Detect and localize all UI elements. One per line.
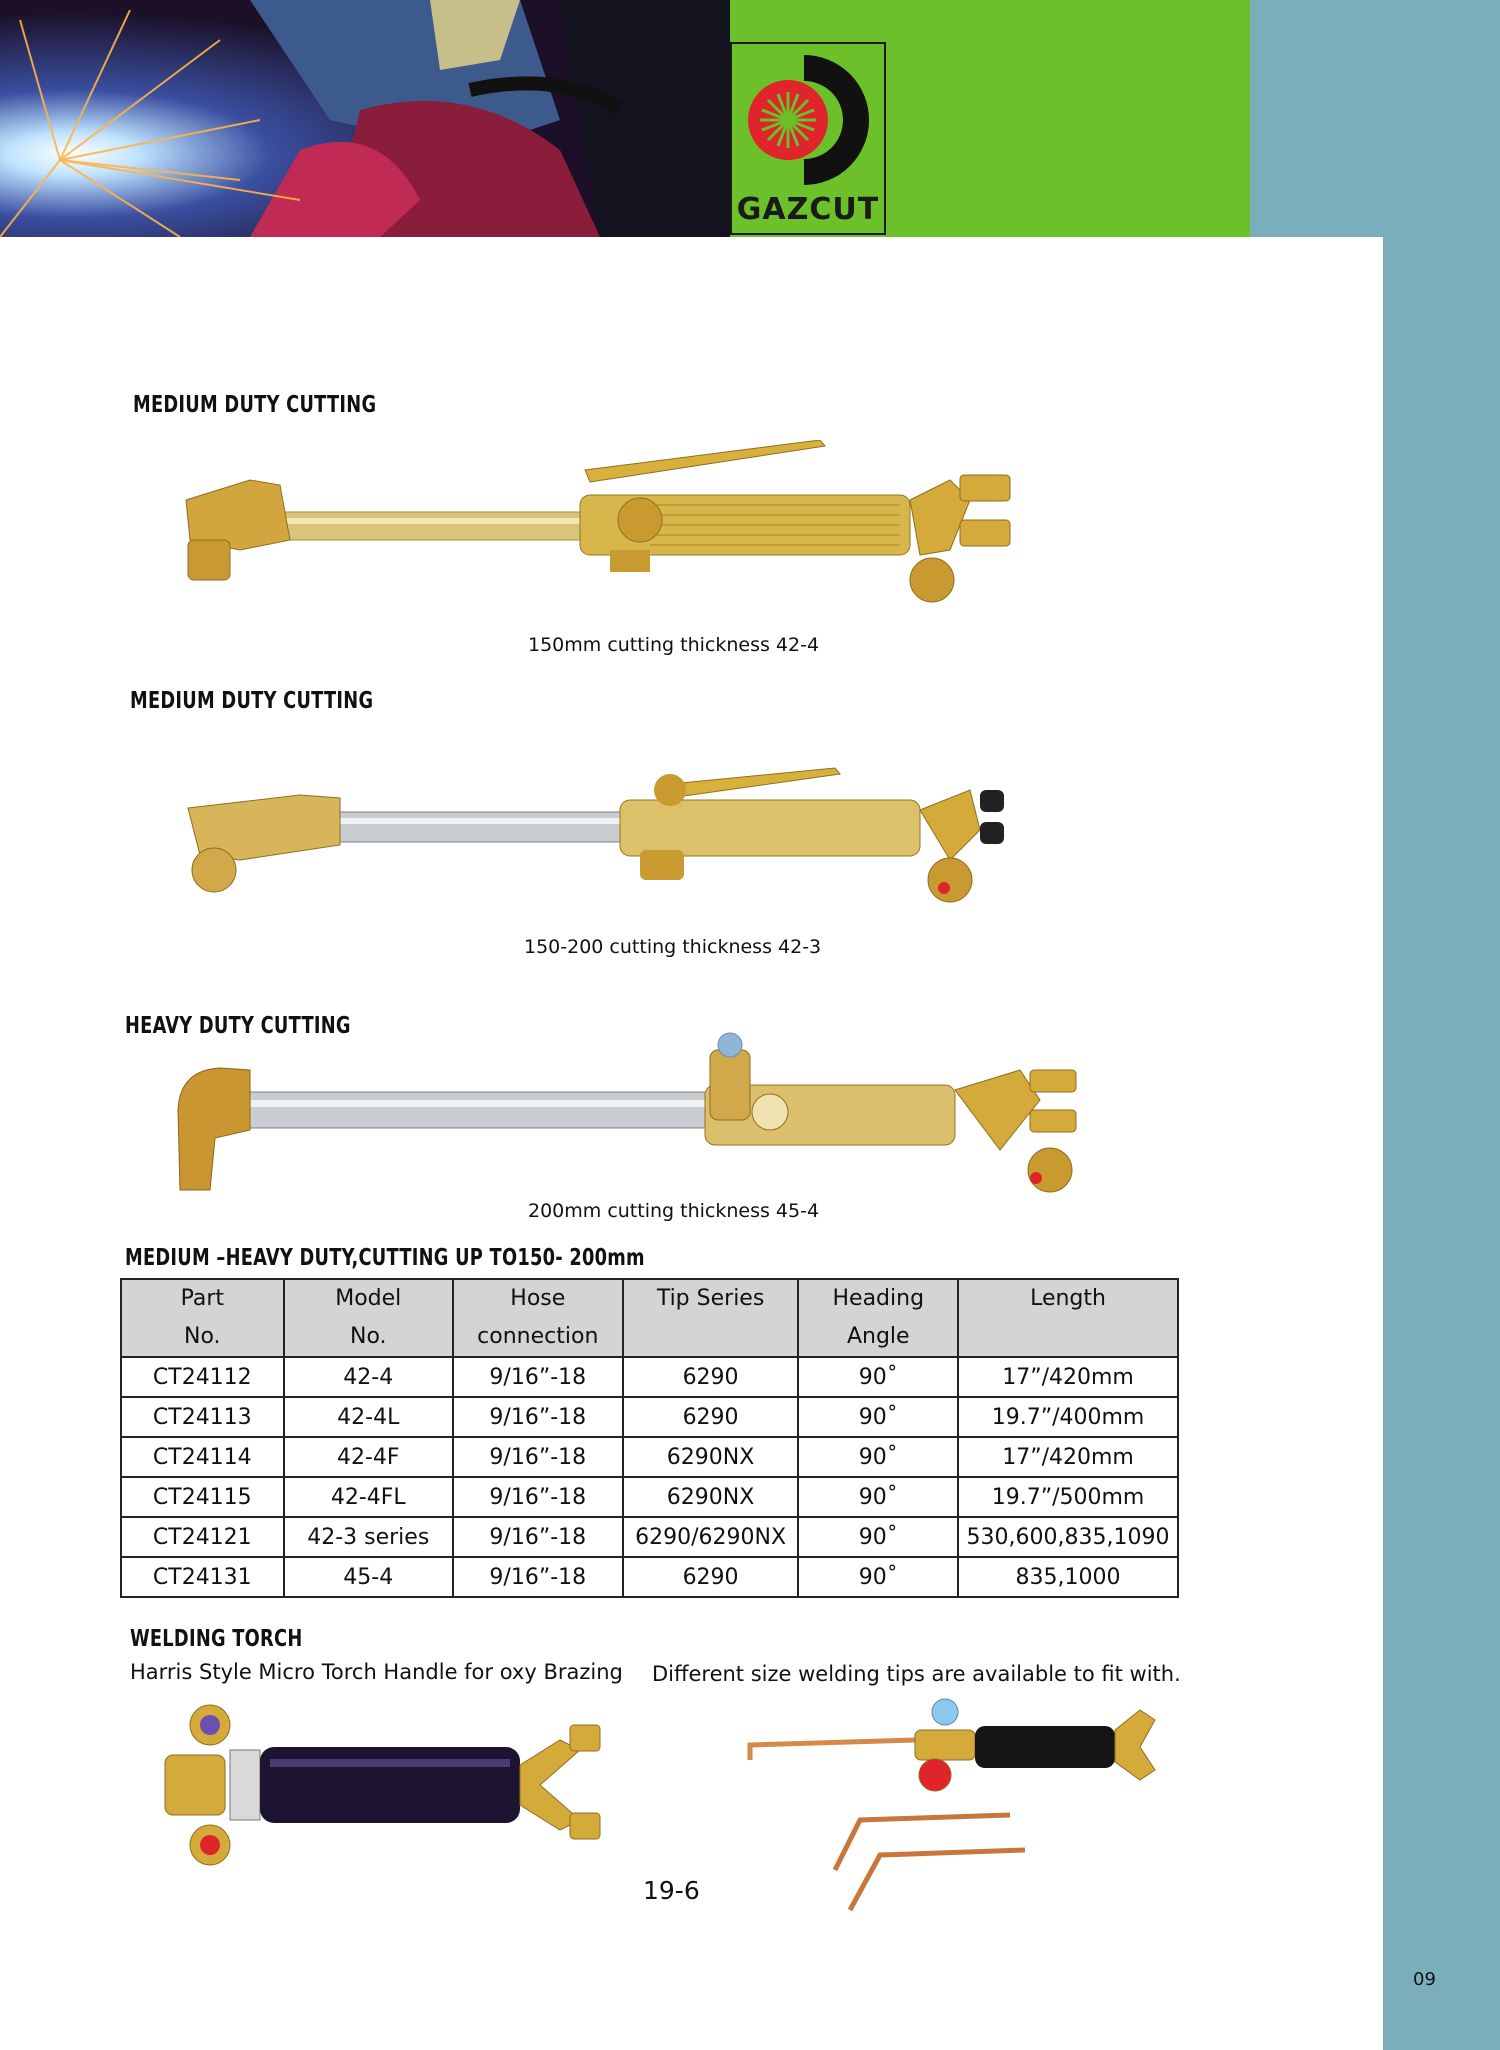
cell-tip-series: 6290 [623,1397,799,1437]
header-length: Length [958,1279,1178,1357]
cell-model-no: 42-3 series [284,1517,453,1557]
cell-model-no: 42-4F [284,1437,453,1477]
cell-tip-series: 6290NX [623,1477,799,1517]
logo-mark-icon [732,44,884,194]
section-title-medium-duty-1: MEDIUM DUTY CUTTING [133,392,377,418]
welding-torch-with-tips-image [745,1690,1185,1925]
right-color-band [1383,0,1500,2050]
cutting-torch-42-3-image [180,760,1040,915]
cell-hose-connection: 9/16”-18 [453,1557,623,1597]
caption-42-4: 150mm cutting thickness 42-4 [528,634,820,656]
cell-tip-series: 6290 [623,1357,799,1397]
cutting-torch-42-4-image [180,440,1080,615]
cell-hose-connection: 9/16”-18 [453,1357,623,1397]
cell-model-no: 42-4L [284,1397,453,1437]
table-row [121,1517,1178,1557]
cell-model-no: 45-4 [284,1557,453,1597]
table-row [121,1557,1178,1597]
cell-heading-angle: 90˚ [798,1477,958,1517]
header-hose-connection: Hose connection [453,1279,623,1357]
caption-42-3: 150-200 cutting thickness 42-3 [524,936,822,958]
cell-hose-connection: 9/16”-18 [453,1517,623,1557]
cell-length: 17”/420mm [958,1437,1178,1477]
cell-length: 530,600,835,1090 [958,1517,1178,1557]
micro-torch-handle-image [160,1695,610,1880]
cell-part-no: CT24112 [121,1357,284,1397]
cell-part-no: CT24114 [121,1437,284,1477]
caption-45-4: 200mm cutting thickness 45-4 [528,1200,820,1222]
header-heading-angle: Heading Angle [798,1279,958,1357]
figure-label: 19-6 [643,1876,700,1905]
cell-length: 17”/420mm [958,1357,1178,1397]
table-row [121,1437,1178,1477]
header-tip-series: Tip Series [623,1279,799,1357]
table-row [121,1477,1178,1517]
cell-heading-angle: 90˚ [798,1357,958,1397]
caption-welding-tips: Different size welding tips are available to fit with. [652,1662,1181,1686]
section-title-medium-duty-2: MEDIUM DUTY CUTTING [130,688,374,714]
section-title-welding-torch: WELDING TORCH [130,1626,303,1652]
cell-part-no: CT24115 [121,1477,284,1517]
top-teal-band [1250,0,1383,237]
table-row [121,1397,1178,1437]
cell-hose-connection: 9/16”-18 [453,1477,623,1517]
cutting-torch-45-4-image [170,1030,1170,1205]
cell-part-no: CT24113 [121,1397,284,1437]
cell-part-no: CT24121 [121,1517,284,1557]
cell-hose-connection: 9/16”-18 [453,1397,623,1437]
cell-tip-series: 6290/6290NX [623,1517,799,1557]
header-part-no: Part No. [121,1279,284,1357]
cell-length: 835,1000 [958,1557,1178,1597]
cell-part-no: CT24131 [121,1557,284,1597]
gazcut-logo [730,42,886,235]
cell-tip-series: 6290NX [623,1437,799,1477]
cell-heading-angle: 90˚ [798,1397,958,1437]
cell-hose-connection: 9/16”-18 [453,1437,623,1477]
page-number: 09 [1413,1969,1436,1990]
section-title-heavy-duty: HEAVY DUTY CUTTING [125,1013,351,1039]
header-model-no: Model No. [284,1279,453,1357]
table-header-row [121,1279,1178,1357]
cell-model-no: 42-4 [284,1357,453,1397]
cell-length: 19.7”/400mm [958,1397,1178,1437]
cell-model-no: 42-4FL [284,1477,453,1517]
logo-text: GAZCUT [736,192,880,227]
cell-heading-angle: 90˚ [798,1437,958,1477]
table-row [121,1357,1178,1397]
cell-heading-angle: 90˚ [798,1557,958,1597]
spec-table [120,1278,1179,1598]
cell-heading-angle: 90˚ [798,1517,958,1557]
caption-micro-torch-handle: Harris Style Micro Torch Handle for oxy Brazing [130,1660,623,1684]
cell-length: 19.7”/500mm [958,1477,1178,1517]
header-welding-photo [0,0,730,237]
cell-tip-series: 6290 [623,1557,799,1597]
table-title: MEDIUM –HEAVY DUTY,CUTTING UP TO150- 200mm [125,1245,645,1271]
